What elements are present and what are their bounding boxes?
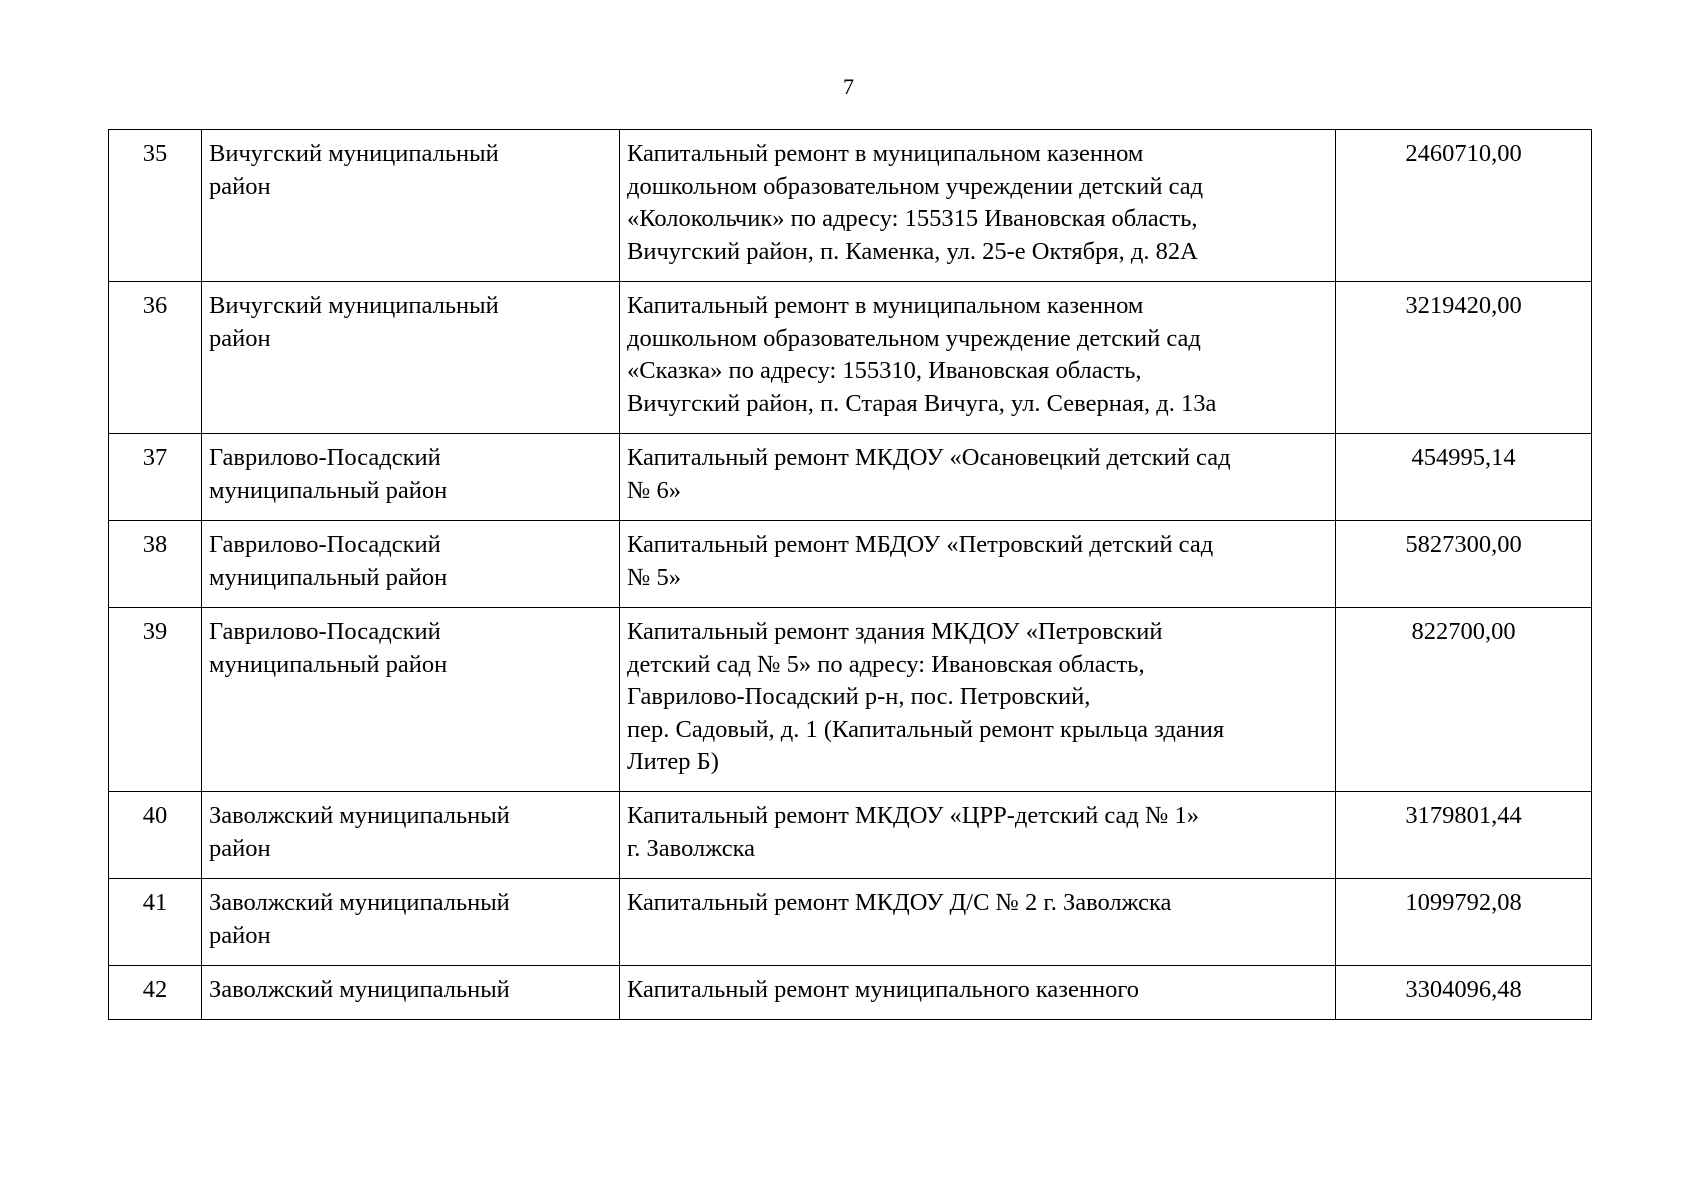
row-number-cell: 40 xyxy=(109,792,202,879)
amount-cell: 3304096,48 xyxy=(1336,966,1592,1020)
row-number-cell: 39 xyxy=(109,608,202,792)
table-row xyxy=(109,879,1592,966)
district-text: Заволжский муниципальный xyxy=(209,976,510,1003)
amount-cell: 3179801,44 xyxy=(1336,792,1592,879)
description-text: Капитальный ремонт МКДОУ «ЦРР-детский сад № 1» г. Заволжска xyxy=(627,802,1200,862)
district-text: Вичугский муниципальный район xyxy=(209,140,499,200)
description-cell xyxy=(620,521,1336,608)
description-cell xyxy=(620,966,1336,1020)
table-row xyxy=(109,282,1592,434)
row-number-cell: 38 xyxy=(109,521,202,608)
description-text: Капитальный ремонт муниципального казенного xyxy=(627,976,1140,1003)
amount-cell: 2460710,00 xyxy=(1336,130,1592,282)
description-cell xyxy=(620,434,1336,521)
district-text: Гаврилово-Посадский муниципальный район xyxy=(209,531,448,591)
district-cell xyxy=(202,434,620,521)
description-cell xyxy=(620,282,1336,434)
district-cell xyxy=(202,792,620,879)
description-cell xyxy=(620,792,1336,879)
district-cell xyxy=(202,130,620,282)
district-cell xyxy=(202,608,620,792)
amount-cell: 1099792,08 xyxy=(1336,879,1592,966)
description-text: Капитальный ремонт МКДОУ Д/С № 2 г. Заволжска xyxy=(627,889,1172,916)
row-number-cell: 37 xyxy=(109,434,202,521)
amount-cell: 822700,00 xyxy=(1336,608,1592,792)
district-text: Заволжский муниципальный район xyxy=(209,802,510,862)
table-row xyxy=(109,792,1592,879)
row-number-cell: 35 xyxy=(109,130,202,282)
amount-cell: 5827300,00 xyxy=(1336,521,1592,608)
district-text: Гаврилово-Посадский муниципальный район xyxy=(209,618,448,678)
description-text: Капитальный ремонт МКДОУ «Осановецкий детский сад № 6» xyxy=(627,444,1231,504)
row-number-cell: 42 xyxy=(109,966,202,1020)
description-text: Капитальный ремонт в муниципальном казенном дошкольном образовательном учреждение детский сад «Сказка» по адресу: 155310, Ивановская область, Вичугский район, п. Старая Вичуга, ул. Северная, д. 13а xyxy=(627,292,1217,417)
description-text: Капитальный ремонт здания МКДОУ «Петровский детский сад № 5» по адресу: Ивановская область, Гаврилово-Посадский р-н, пос. Петровский, пер. Садовый, д. 1 (Капитальный ремонт крыльца здания Литер Б) xyxy=(627,618,1225,775)
row-number-cell: 36 xyxy=(109,282,202,434)
table-row xyxy=(109,521,1592,608)
district-cell xyxy=(202,282,620,434)
description-cell xyxy=(620,608,1336,792)
table-row xyxy=(109,608,1592,792)
description-text: Капитальный ремонт МБДОУ «Петровский детский сад № 5» xyxy=(627,531,1214,591)
table-row xyxy=(109,434,1592,521)
repair-funding-table xyxy=(108,129,1592,1020)
row-number-cell: 41 xyxy=(109,879,202,966)
district-text: Заволжский муниципальный район xyxy=(209,889,510,949)
description-cell xyxy=(620,879,1336,966)
amount-cell: 454995,14 xyxy=(1336,434,1592,521)
district-cell xyxy=(202,521,620,608)
district-cell xyxy=(202,966,620,1020)
table-row xyxy=(109,966,1592,1020)
table-row xyxy=(109,130,1592,282)
district-text: Гаврилово-Посадский муниципальный район xyxy=(209,444,448,504)
description-cell xyxy=(620,130,1336,282)
amount-cell: 3219420,00 xyxy=(1336,282,1592,434)
district-cell xyxy=(202,879,620,966)
district-text: Вичугский муниципальный район xyxy=(209,292,499,352)
description-text: Капитальный ремонт в муниципальном казенном дошкольном образовательном учреждении детский сад «Колокольчик» по адресу: 155315 Ивановская область, Вичугский район, п. Каменка, ул. 25-е Октября, д. 82А xyxy=(627,140,1204,265)
page-number: 7 xyxy=(843,74,854,99)
